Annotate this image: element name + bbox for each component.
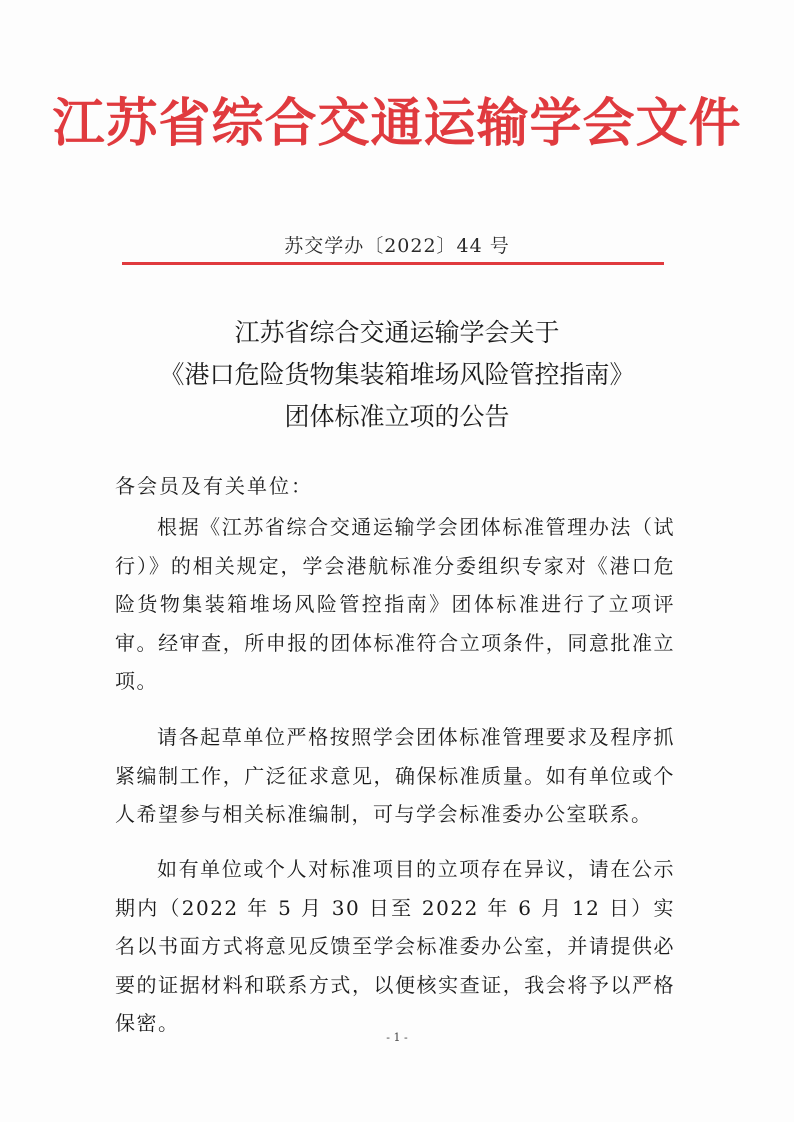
issuer-header-title: 江苏省综合交通运输学会文件: [52, 94, 742, 154]
body-paragraph-3: 如有单位或个人对标准项目的立项存在异议，请在公示期内（2022 年 5 月 30 日至 2022 年 6 月 12 日）实名以书面方式将意见反馈至学会标准委办公室，并请提供必要的证据材料和联系方式，以便核实查证，我会将予以严格保密。: [115, 857, 675, 1035]
announcement-title-line-3: 团体标准立项的公告: [284, 402, 510, 431]
document-number: 苏交学办〔2022〕44 号: [284, 235, 510, 257]
body-paragraph-1: 根据《江苏省综合交通运输学会团体标准管理办法（试行）》的相关规定，学会港航标准分委组织专家对《港口危险货物集装箱堆场风险管控指南》团体标准进行了立项评审。经审查，所申报的团体标准符合立项条件，同意批准立项。: [115, 515, 675, 693]
red-separator-rule: [122, 262, 664, 265]
announcement-title-line-1: 江苏省综合交通运输学会关于: [234, 318, 560, 347]
announcement-title: [0, 312, 794, 438]
salutation: 各会员及有关单位：: [115, 474, 313, 498]
announcement-title-line-2: 《港口危险货物集装箱堆场风险管控指南》: [159, 360, 635, 389]
page-number: - 1 -: [386, 1031, 408, 1044]
body-paragraph-2: 请各起草单位严格按照学会团体标准管理要求及程序抓紧编制工作，广泛征求意见，确保标准质量。如有单位或个人希望参与相关标准编制，可与学会标准委办公室联系。: [115, 725, 675, 826]
